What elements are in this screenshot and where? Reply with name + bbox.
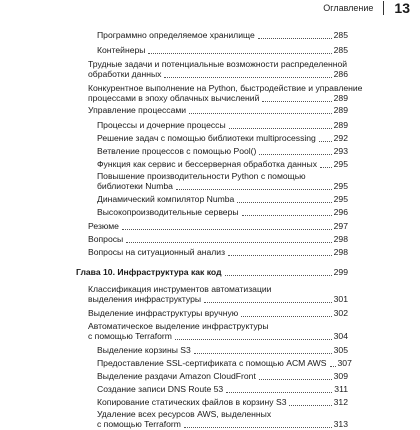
leader-dots [226, 392, 332, 393]
toc-entry-page: 295 [333, 181, 348, 191]
toc-entry [88, 221, 348, 232]
toc-entry-text: Ветвление процессов с помощью Pool() [97, 146, 257, 156]
toc-entry-page: 313 [333, 419, 348, 429]
toc-entry-text: Резюме [88, 221, 119, 231]
page-number: 13 [394, 0, 410, 16]
toc-entry-text: Повышение производительности Python с помощью [97, 171, 306, 181]
leader-dots [176, 189, 332, 190]
toc-entry [97, 194, 348, 205]
toc-entry-page: 305 [333, 345, 348, 355]
toc-entry [88, 294, 348, 305]
toc-entry-text: Вопросы на ситуационный анализ [88, 247, 226, 257]
toc-entry [88, 93, 348, 104]
toc-entry-text: с помощью Terraform [88, 331, 172, 341]
toc-entry [88, 247, 348, 258]
toc-entry-text: Трудные задачи и потенциальные возможности распределенной [88, 59, 348, 69]
toc-entry-page: 304 [333, 331, 348, 341]
leader-dots [259, 379, 332, 380]
leader-dots [289, 405, 331, 406]
leader-dots [122, 229, 332, 230]
leader-dots [330, 366, 336, 367]
toc-entry-text: Вопросы [88, 234, 124, 244]
toc-entry-text: Контейнеры [97, 45, 146, 55]
toc-entry-page: 293 [333, 146, 348, 156]
toc-entry-page: 301 [333, 294, 348, 304]
toc-entry [97, 345, 348, 356]
toc-entry-text: с помощью Terraform [97, 419, 181, 429]
toc-entry-text: Динамический компилятор Numba [97, 194, 235, 204]
toc-entry-page: 311 [334, 384, 348, 394]
toc-entry-text: Выделение раздачи Amazon CloudFront [97, 371, 256, 381]
leader-dots [237, 202, 331, 203]
leader-dots [164, 77, 331, 78]
toc-entry-page: 289 [333, 105, 348, 115]
toc-entry-text: Создание записи DNS Route 53 [97, 384, 224, 394]
toc-entry-text: Классификация инструментов автоматизации [88, 284, 272, 294]
toc-entry-text: Предоставление SSL-сертификата с помощью ACM AWS [97, 358, 327, 368]
toc-entry-text: Автоматическое выделение инфраструктуры [88, 321, 269, 331]
leader-dots [148, 53, 331, 54]
toc-entry-text: выделения инфраструктуры [88, 294, 202, 304]
header-divider [383, 1, 384, 15]
leader-dots [194, 353, 332, 354]
leader-dots [242, 215, 332, 216]
running-header-title: Оглавление [323, 3, 374, 13]
toc-entry [97, 384, 348, 395]
leader-dots [126, 242, 331, 243]
running-header [0, 0, 420, 16]
toc-chapter-title: Глава 10. Инфраструктура как код [76, 267, 222, 277]
toc-entry [88, 308, 348, 319]
leader-dots [229, 128, 332, 129]
toc-entry-page: 286 [333, 69, 348, 79]
toc-entry [97, 207, 348, 218]
leader-dots [204, 302, 332, 303]
toc-entry [97, 159, 348, 170]
toc-entry-page: 312 [333, 397, 348, 407]
toc-entry-page: 289 [333, 93, 348, 103]
toc-entry-page: 299 [333, 267, 348, 277]
toc-entry-text: Конкурентное выполнение на Python, быстродействие и управление [88, 83, 363, 93]
leader-dots [319, 141, 332, 142]
toc-entry-page: 285 [333, 30, 348, 40]
toc-entry-text: Решение задач с помощью библиотеки multiprocessing [97, 133, 316, 143]
toc-entry-page: 289 [333, 120, 348, 130]
toc-entry-text: Высокопроизводительные серверы [97, 207, 239, 217]
leader-dots [225, 275, 332, 276]
toc-chapter-entry [76, 267, 348, 278]
toc-entry-text: Выделение инфраструктуры вручную [88, 308, 239, 318]
toc-entry [97, 30, 348, 41]
toc-entry [97, 419, 348, 430]
toc-entry-page: 298 [333, 247, 348, 257]
leader-dots [241, 316, 331, 317]
toc-entry-text: Выделение корзины S3 [97, 345, 191, 355]
toc-entry-page: 296 [333, 207, 348, 217]
toc-entry-text: Процессы и дочерние процессы [97, 120, 226, 130]
toc-entry-page: 307 [337, 358, 352, 368]
leader-dots [175, 339, 332, 340]
toc-entry-page: 297 [333, 221, 348, 231]
toc-entry [97, 146, 348, 157]
leader-dots [262, 101, 331, 102]
toc-entry [97, 120, 348, 131]
toc-entry-text: Копирование статических файлов в корзину S3 [97, 397, 287, 407]
toc-entry [97, 371, 348, 382]
toc-entry-text: Управление процессами [88, 105, 187, 115]
toc-entry [97, 45, 348, 56]
toc-entry-text: библиотеки Numba [97, 181, 173, 191]
toc-entry-page: 295 [333, 194, 348, 204]
toc-entry [88, 234, 348, 245]
leader-dots [189, 113, 332, 114]
leader-dots [259, 154, 331, 155]
toc-entry-page: 285 [333, 45, 348, 55]
toc-entry [97, 397, 348, 408]
leader-dots [228, 255, 332, 256]
toc-entry-page: 298 [333, 234, 348, 244]
toc-entry-text: обработки данных [88, 69, 162, 79]
toc-entry-page: 309 [333, 371, 348, 381]
toc-entry-page: 302 [333, 308, 348, 318]
toc-entry-text: Удаление всех ресурсов AWS, выделенных [97, 409, 272, 419]
toc-entry [97, 133, 348, 144]
toc-entry [88, 69, 348, 80]
leader-dots [184, 427, 332, 428]
toc-entry [88, 331, 348, 342]
toc-entry [97, 358, 352, 369]
leader-dots [320, 167, 332, 168]
toc-entry [88, 105, 348, 116]
leader-dots [258, 38, 332, 39]
toc-entry-page: 292 [333, 133, 348, 143]
toc-entry-text: процессами в эпоху облачных вычислений [88, 93, 260, 103]
toc-entry-text: Программно определяемое хранилище [97, 30, 255, 40]
toc-entry [97, 181, 348, 192]
toc-entry-page: 295 [333, 159, 348, 169]
toc-entry-text: Функция как сервис и бессерверная обработка данных [97, 159, 318, 169]
